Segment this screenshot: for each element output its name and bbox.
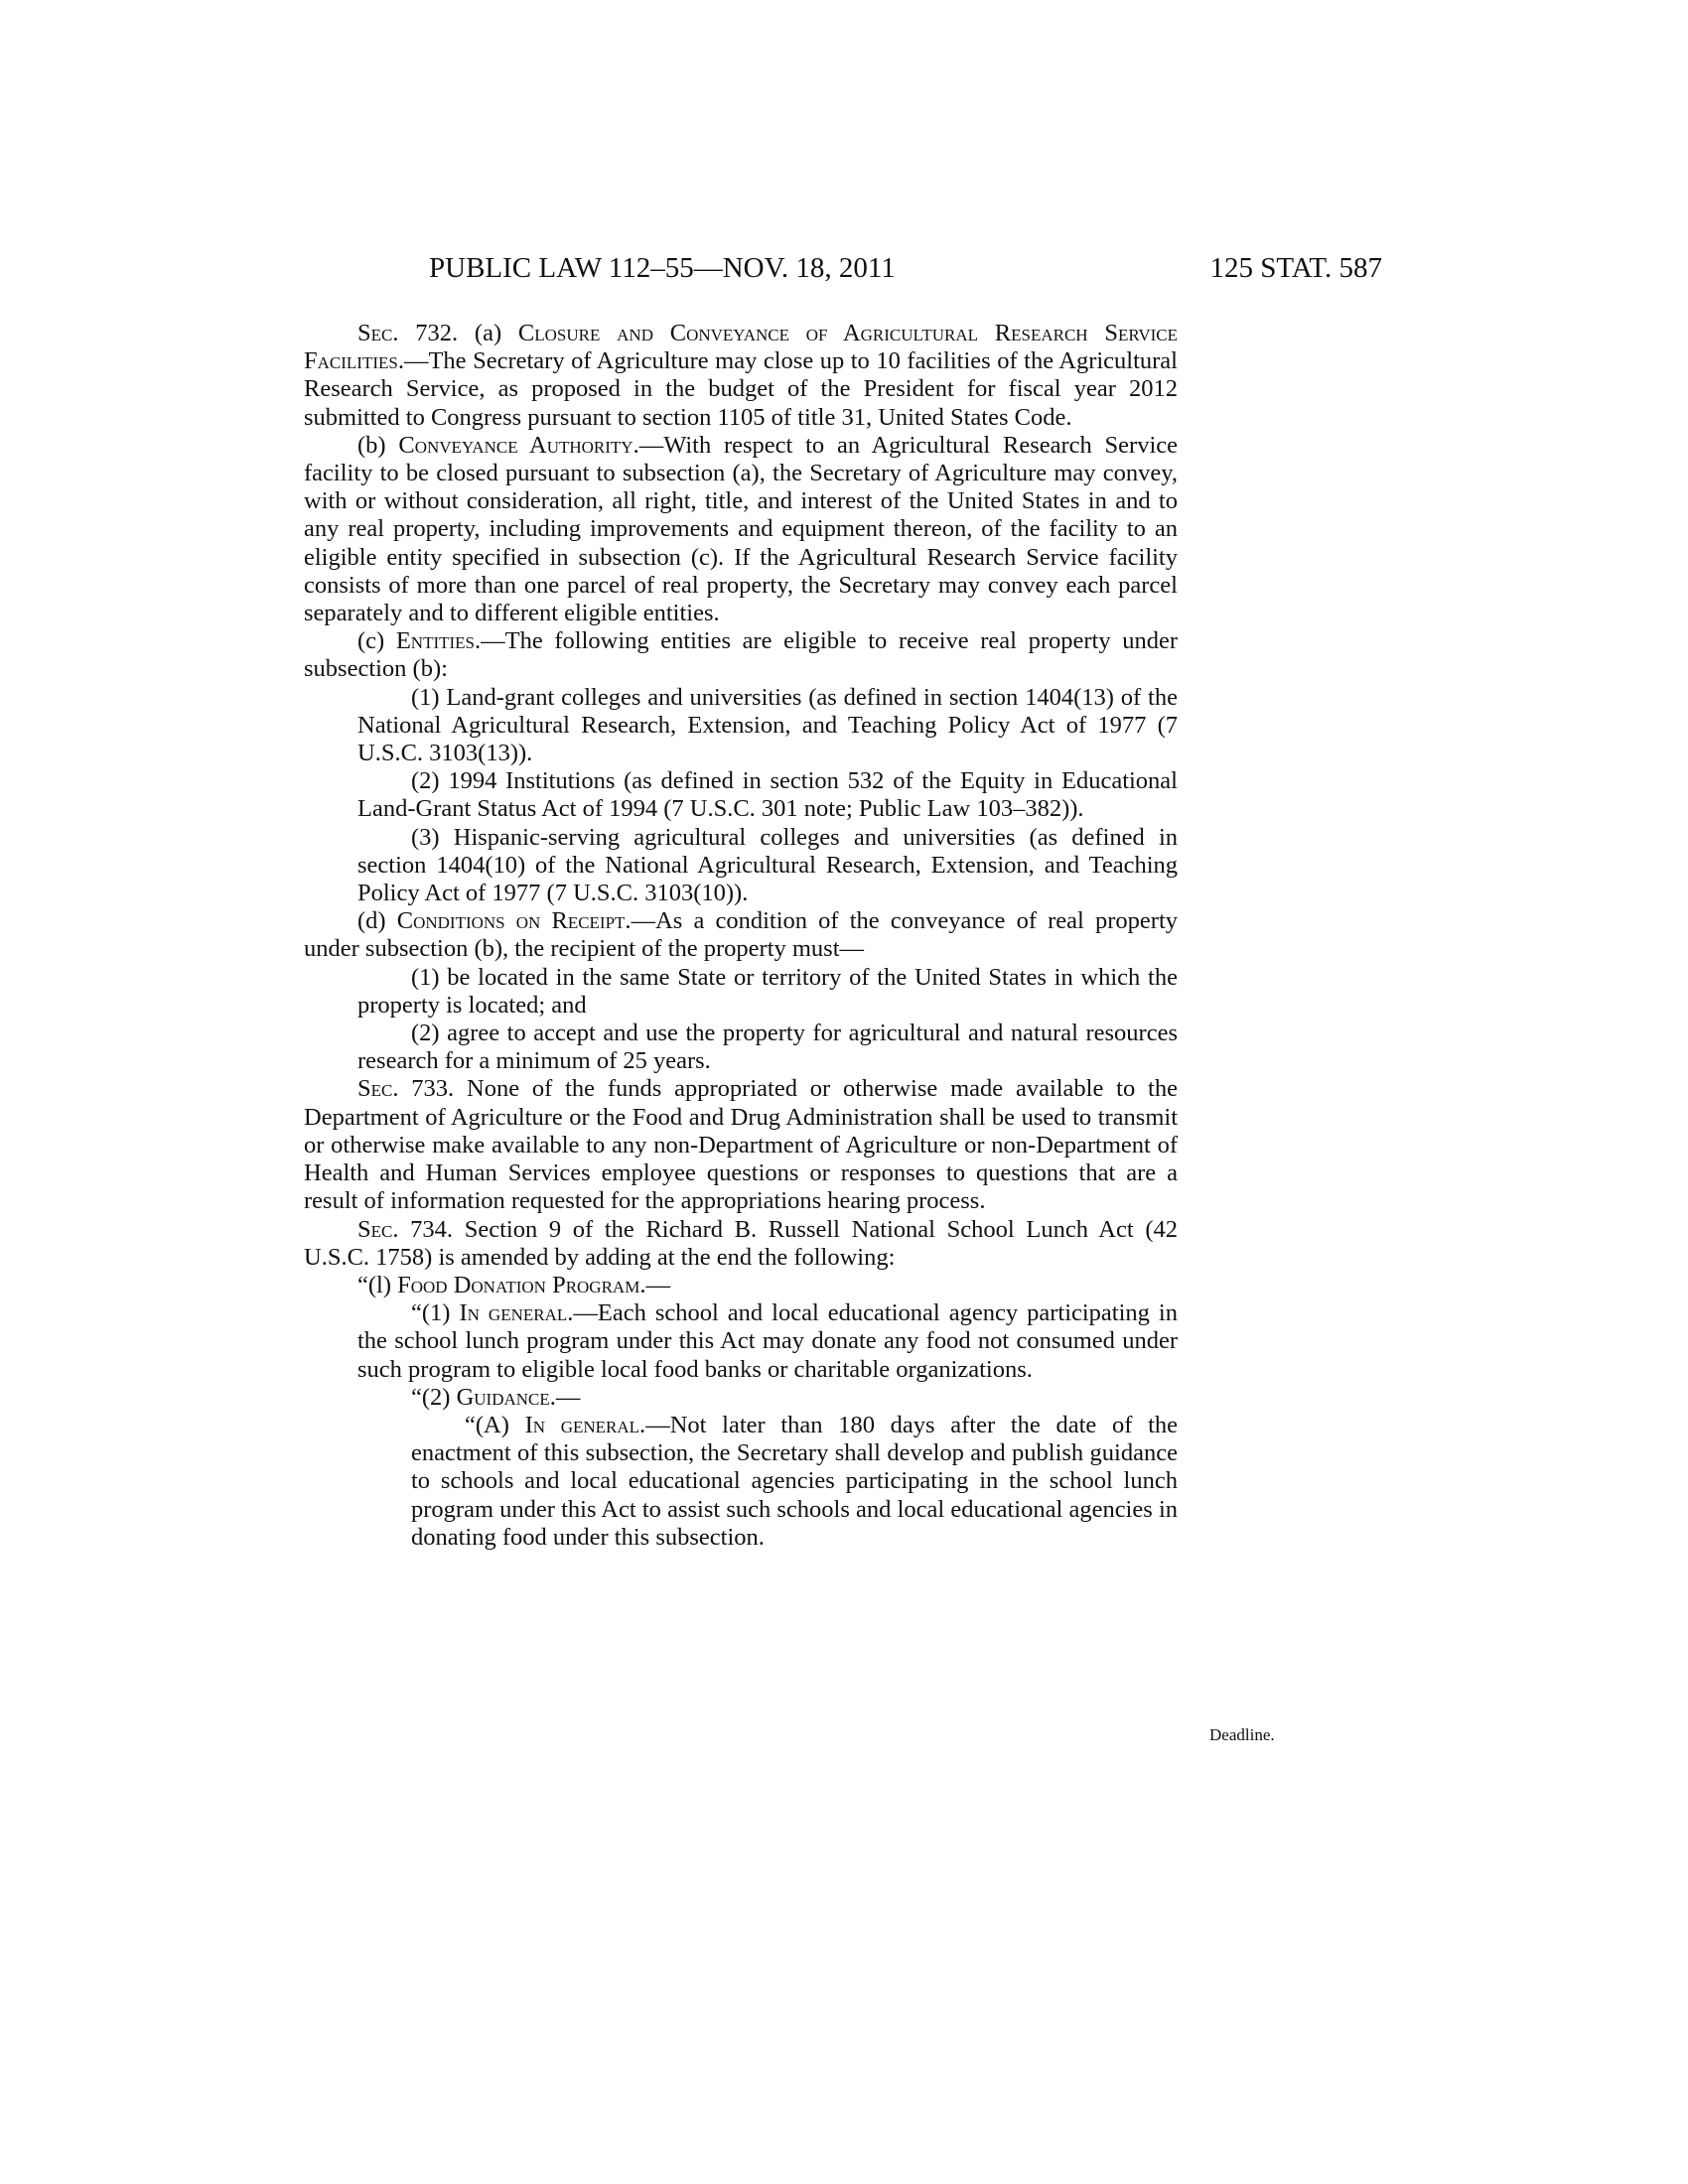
subsection-number: (b) — [357, 431, 386, 459]
running-head-title: PUBLIC LAW 112–55—NOV. 18, 2011 — [429, 252, 896, 284]
section-label: Sec. 734. — [357, 1215, 454, 1243]
subsection-number: (d) — [357, 907, 386, 935]
subsection-number: (c) — [357, 627, 385, 655]
sec732-d-paragraph-1: (1) be located in the same State or territory of the United States in which the property is located; and — [357, 963, 1178, 1019]
section-text: None of the funds appropriated or otherwise made available to the Department of Agriculture or the Food and Drug Administration shall be used to transmit or otherwise make available to any non-Department of Agriculture or non-Department of Health and Human Services employee questions or responses to questions that are a result of information requested for the appropriations hearing process. — [304, 1075, 1178, 1215]
statute-page-number: 125 STAT. 587 — [1209, 252, 1382, 284]
subsection-heading: Conveyance Authority. — [398, 431, 639, 459]
paragraph-number: “(2) — [411, 1383, 451, 1411]
paragraph-text: —Each school and local educational agency participating in the school lunch program under this Act may donate any food not consumed under such program to eligible local food banks or charitable organizations. — [357, 1299, 1178, 1383]
paragraph-heading: In general. — [459, 1299, 574, 1327]
section-text: Section 9 of the Richard B. Russell National School Lunch Act (42 U.S.C. 1758) is amended by adding at the end the following: — [304, 1215, 1178, 1271]
sec732-c-paragraph-3: (3) Hispanic-serving agricultural colleges and universities (as defined in section 1404(10) of the National Agricultural Research, Extension, and Teaching Policy Act of 1977 (7 U.S.C. 3103(10)). — [357, 823, 1178, 907]
sec733 — [304, 1075, 1178, 1215]
subparagraph-number: “(A) — [465, 1411, 509, 1438]
sec732-c-paragraph-1: (1) Land-grant colleges and universities (as defined in section 1404(13) of the National Agricultural Research, Extension, and Teaching Policy Act of 1977 (7 U.S.C. 3103(13)). — [357, 683, 1178, 767]
paragraph-heading: Guidance. — [456, 1383, 556, 1411]
subsection-heading: Closure and Conveyance of Agricultural Research Service Facilities. — [304, 320, 1178, 375]
subparagraph-heading: In general. — [524, 1411, 646, 1438]
sec732-subsection-c — [304, 627, 1178, 683]
page-header — [429, 248, 1382, 288]
sec732-subsection-d — [304, 907, 1178, 963]
sec732-subsection-a — [304, 320, 1178, 432]
sec734-paragraph-2 — [304, 1384, 1178, 1412]
section-label: Sec. 733. — [357, 1075, 455, 1103]
paragraph-dash: — — [555, 1383, 581, 1411]
section-label: Sec. 732. — [357, 320, 459, 346]
sec734-subsection-l — [304, 1272, 1178, 1299]
subsection-heading: Conditions on Receipt. — [396, 907, 632, 935]
subsection-text: —As a condition of the conveyance of real property under subsection (b), the recipient of the property must— — [304, 907, 1179, 963]
subsection-heading: Entities. — [395, 627, 482, 655]
sec734-subparagraph-a — [304, 1412, 1178, 1552]
sec734-paragraph-1 — [304, 1299, 1178, 1384]
subsection-text: —With respect to an Agricultural Research Service facility to be closed pursuant to subsection (a), the Secretary of Agriculture may convey, with or without consideration, all right, title, and interest of the United States in and to any real property, including improvements and equipment thereon, of the facility to an eligible entity specified in subsection (c). If the Agricultural Research Service facility consists of more than one parcel of real property, the Secretary may convey each parcel separately and to different eligible entities. — [304, 431, 1178, 627]
subsection-text: —The Secretary of Agriculture may close up to 10 facilities of the Agricultural Research Service, as proposed in the budget of the President for fiscal year 2012 submitted to Congress pursuant to section 1105 of title 31, United States Code. — [304, 347, 1178, 431]
document-body — [304, 320, 1178, 1552]
subsection-number: “(l) — [357, 1271, 391, 1298]
subsection-dash: — — [645, 1271, 670, 1298]
sec732-d-paragraph-2: (2) agree to accept and use the property for agricultural and natural resources research for a minimum of 25 years. — [357, 1020, 1178, 1075]
subsection-heading: Food Donation Program. — [397, 1271, 646, 1298]
subsection-number: (a) — [474, 320, 502, 346]
subparagraph-text: —Not later than 180 days after the date of the enactment of this subsection, the Secretary shall develop and publish guidance to schools and local educational agencies participating in the school lunch program under this Act to assist such schools and local educational agencies in donating food under this subsection. — [411, 1411, 1179, 1551]
sec732-c-paragraph-2: (2) 1994 Institutions (as defined in section 532 of the Equity in Educational Land-Grant Status Act of 1994 (7 U.S.C. 301 note; Public Law 103–382)). — [357, 767, 1178, 823]
margin-note-deadline: Deadline. — [1209, 1725, 1275, 1744]
sec734 — [304, 1216, 1178, 1272]
sec732-subsection-b — [304, 432, 1178, 627]
paragraph-number: “(1) — [411, 1299, 451, 1327]
subsection-text: —The following entities are eligible to receive real property under subsection (b): — [304, 627, 1178, 683]
